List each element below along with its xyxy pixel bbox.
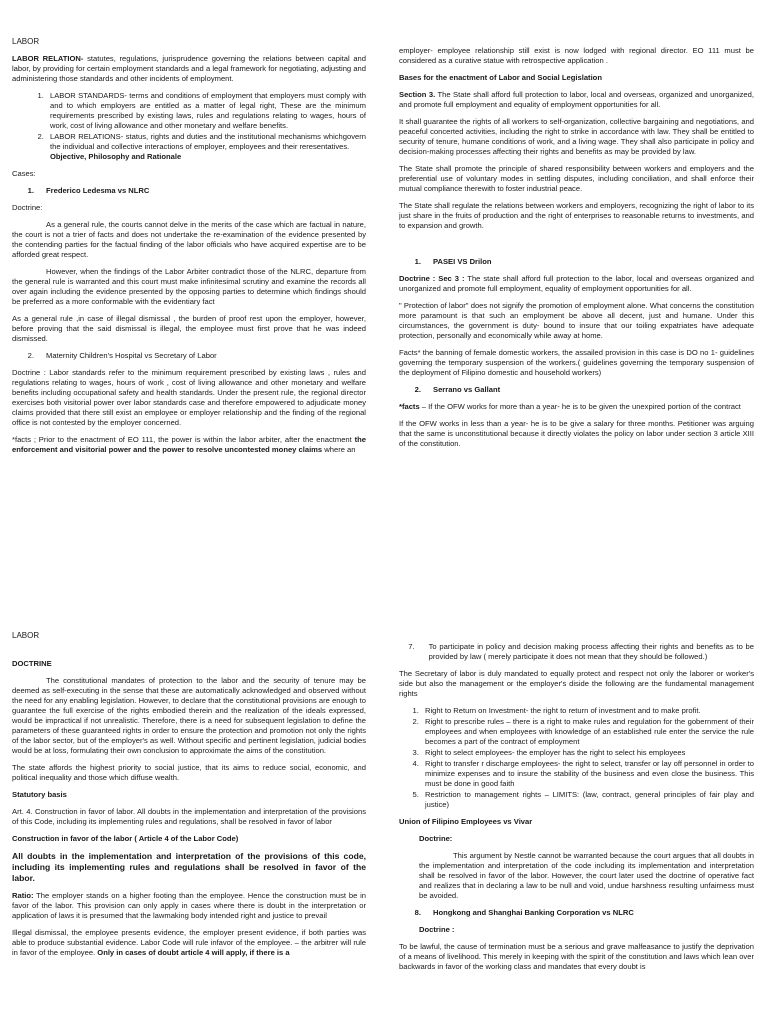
paragraph: The Secretary of labor is duly mandated to equally protect and respect not only the laborer or worker's side but also the management or the employer's diside the following are the fundamental management rights <box>399 669 754 698</box>
page-header: LABOR <box>12 631 40 640</box>
ratio-label: Ratio: <box>12 891 34 900</box>
paragraph: The State shall promote the principle of shared responsibility between workers and employers and the preferential use of voluntary modes in settling disputes, including conciliation, and shall enforce their mutual compliance therewith to foster industrial peace. <box>399 164 754 193</box>
paragraph: It shall guarantee the rights of all workers to self-organization, collective bargaining and negotiations, and peaceful concerted activities, including the right to strike in accordance with law. They shall be entitled to security of tenure, humane conditions of work, and a living wage. They shall also participate in policy and decision-making processes affecting their rights and benefits as may be provided by law. <box>399 117 754 156</box>
paragraph: To be lawful, the cause of termination must be a serious and grave malfeasance to justify the deprivation of a means of livelihood. This merely in keeping with the spirit of the constitution and laws which lean over backwards in favor of the working class and mandates that every doubt is <box>399 942 754 971</box>
paragraph: The constitutional mandates of protection to the labor and the security of tenure may be deemed as self-executing in the sense that these are automatically acknowledged and observed without the need for any enabling legislation. However, to declare that the constitutional provisions are enough to guarantee the full exercise of the rights embodied therein and the realization of the ideals expressed, would be impractical if not unrealistic. Therefore, there is a need for subsequent legislation to define the parameters of these guaranteed rights in order to ensure the protection and promotion not only the rights of the labor sector, but of the employer's as well. Without specific and pertinent legislation, judicial bodies would be at loss, formulating their own conclusion to approximate the aims of the constitution. <box>12 676 366 755</box>
section-heading: Construction in favor of the labor ( Article 4 of the Labor Code) <box>12 834 239 843</box>
doctrine-label: Doctrine : <box>419 925 455 934</box>
case-title <box>399 908 754 918</box>
text-run: *facts ; Prior to the enactment of EO 111, the power is within the labor arbiter, after the enactment <box>12 435 355 444</box>
doctrine-label: Doctrine: <box>12 203 43 212</box>
paragraph <box>12 891 366 921</box>
page2-right-column <box>399 642 754 979</box>
case-number: 1. <box>414 257 421 266</box>
item-text: To participate in policy and decision making process affecting their rights and benefits as to be provided by law ( merely participate it does not mean that they should be followed.) <box>428 642 754 661</box>
case-name: Frederico Ledesma vs NLRC <box>46 186 150 195</box>
paragraph <box>12 435 366 455</box>
bold-text-run: the enforcement and visitorial power and the power to resolve uncontested money claims <box>12 435 366 454</box>
case-number: 8. <box>414 908 421 917</box>
list-item: 1. LABOR STANDARDS- terms and conditions of employment that employers must comply with and to which employers are entitled as a matter of legal right, These are the minimum requirements prescribed by existing laws, rules and regulations relating to wages, hours of work, cost of living allowance and other monetary and welfare benefits. <box>46 91 366 131</box>
case-title <box>12 351 366 361</box>
case-name: Maternity Children's Hospital vs Secretary of Labor <box>46 351 217 360</box>
page1-right-column <box>399 46 754 456</box>
list-item: 5. Restriction to management rights – LIMITS: (law, contract, general principles of fair play and justice) <box>421 790 754 810</box>
case-number: 1. <box>27 186 34 195</box>
paragraph: The State shall regulate the relations between workers and employers, recognizing the right of labor to its just share in the fruits of production and the right of enterprises to reasonable returns to investments, and to expansion and growth. <box>399 201 754 230</box>
labor-definitions-list <box>12 91 366 152</box>
text-run: The State shall afford full protection to labor, local and overseas, organized and unorganized, and promote full employment and equality of employment opportunities for all. <box>399 90 754 109</box>
section-label: Section 3. <box>399 90 436 99</box>
document-page-2 <box>0 512 768 1024</box>
text-run: where an <box>322 445 356 454</box>
paragraph: As a general rule, the courts cannot delve in the merits of the case which are factual in nature, the court is not a trier of facts and does not undertake the re-examination of the evidence presented by the contending parties for the factual finding of the labor officials who have acquired expertise are to be afforded great respect. <box>12 220 366 259</box>
case-number: 2. <box>27 351 34 360</box>
list-item: 2. LABOR RELATIONS- status, rights and duties and the institutional mechanisms whichgovern the individual and collective interactions of employer, employees and their reresentatives. <box>46 132 366 152</box>
bold-text-run: Only in cases of doubt article 4 will apply, if there is a <box>97 948 290 957</box>
case-name: PASEI VS Drilon <box>433 257 492 266</box>
section-heading: Objective, Philosophy and Rationale <box>50 152 182 161</box>
case-title <box>12 186 366 196</box>
paragraph: The state affords the highest priority to social justice, that its aims to reduce social, economic, and political inequality and those which diffuse wealth. <box>12 763 366 782</box>
list-item <box>407 642 754 662</box>
section-heading: Bases for the enactment of Labor and Social Legislation <box>399 73 602 82</box>
paragraph: Facts* the banning of female domestic workers, the assailed provision in this case is DO no 1- guidelines governing the temporary suspension of the workers.( guidelines governing the temporary suspension of the deployment of Filipino domestic and household workers) <box>399 348 754 377</box>
doctrine-label: Doctrine: <box>419 834 453 843</box>
section-heading: DOCTRINE <box>12 659 52 668</box>
paragraph <box>12 928 366 958</box>
paragraph <box>399 274 754 294</box>
bold-paragraph: All doubts in the implementation and interpretation of the provisions of this code, including its implementing rules and regulations shall be resolved in favor of the labor. <box>12 851 366 883</box>
paragraph: Art. 4. Construction in favor of labor. All doubts in the implementation and interpretation of the provisions of this Code, including its implementing rules and regulations, shall be resolved in favor of labor <box>12 807 366 826</box>
list-item: 2. Right to prescribe rules – there is a right to make rules and regulation for the gobernment of their employees and when employees with knowledge of an established rule enter the service the rule becomes a part of the contract of employment <box>421 717 754 747</box>
case-title <box>399 257 754 267</box>
text-run: Illegal dismissal, the employee presents evidence, the employer present evidence, if both parties was able to produce substantial evidence. Labor Code will rule infavor of the employee. – the arbitrer will rule in favor of the employee. <box>12 928 366 957</box>
paragraph: employer- employee relationship still exist is now lodged with regional director. EO 111 must be considered as a curative statue with retrospective application . <box>399 46 754 65</box>
case-number: 2. <box>414 385 421 394</box>
case-title <box>399 385 754 395</box>
paragraph: However, when the findings of the Labor Arbiter contradict those of the NLRC, departure from the general rule is warranted and this court must make infinitesimal scrutiny and examine the records all over again including the evidence presented by the opposing parties to determine which findings should be preferred as a more conformable with the evidentiary fact <box>12 267 366 306</box>
page2-left-column <box>12 631 366 965</box>
paragraph: " Protection of labor" does not signify the promotion of employment alone. What concerns the constitution more paramount is that such an employment be above all decent, just and humane. Under this circumstances, the government is duty- bound to insure that our toiling expatriates have adequate protection, personally and economically while away at home. <box>399 301 754 340</box>
list-item: 3. Right to select employees- the employer has the right to select his employees <box>421 748 754 758</box>
section-heading: Union of Filipino Employees vs Vivar <box>399 817 533 826</box>
management-rights-list <box>399 706 754 810</box>
text-run: The employer stands on a higher footing than the employee. Hence the construction must be in favor of the labor. This provision can only apply in cases where there is doubt in the interpretation or application of laws it is presumed that the lawmaking body intended right and justice to prevail <box>12 891 366 920</box>
intro-text: statutes, regulations, jurisprudence governing the relations between capital and labor, by providing for certain employment standards and a legal framework for negotiating, adjusting and administering those standards and other incidents of employment. <box>12 54 366 83</box>
paragraph <box>399 402 754 412</box>
intro-term: LABOR RELATION- <box>12 54 84 63</box>
list-item: 1. Right to Return on Investment- the right to return of investment and to make profit. <box>421 706 754 716</box>
text-run: The state shall afford full protection to the labor, local and overseas organized and unorganized and promote full employment, equality of employment opportunities for all. <box>399 274 754 293</box>
list-item: 4. Right to transfer r discharge employees- the right to select, transfer or lay off personnel in order to minimize expenses and to insure the stability of the business and even close the business. This must be done in good faith <box>421 759 754 789</box>
facts-label: *facts <box>399 402 420 411</box>
paragraph: As a general rule ,in case of illegal dismissal , the burden of proof rest upon the employer, however, before proving that the said dismissal is illegal, the employee must first prove that he was indeed dismissed. <box>12 314 366 343</box>
item-number: 7. <box>408 642 415 651</box>
doctrine-label: Doctrine : Sec 3 : <box>399 274 465 283</box>
paragraph: This argument by Nestle cannot be warranted because the court argues that all doubts in the implementation and interpretation of the code including its implementation and interpretation shall be resolved in favor of the labor. However, the court later used the doctrine of operative fact and realizes that in declaring a law to be null and void, undue harshness resulting unfairness must be avoided. <box>419 851 754 900</box>
page-header: LABOR <box>12 37 40 46</box>
section-heading: Statutory basis <box>12 790 67 799</box>
paragraph <box>399 90 754 110</box>
text-run: – If the OFW works for more than a year- he is to be given the unexpired portion of the contract <box>419 402 741 411</box>
page1-left-column <box>12 37 366 462</box>
cases-label: Cases: <box>12 169 36 178</box>
case-name: Serrano vs Gallant <box>433 385 501 394</box>
paragraph: If the OFW works in less than a year- he is to be give a salary for three months. Petitioner was arguing that the same is unconstitutional because it directly violates the policy on labor under section 3 article XIII of the constitution. <box>399 419 754 448</box>
intro-paragraph <box>12 54 366 84</box>
paragraph: Doctrine : Labor standards refer to the minimum requirement prescribed by existing laws , rules and regulations relating to wages, hours of work , cost of living allowance and other monetary and welfare benefits including occupational safety and health standards. Under the present rule, the regional director exercises both visitorial power over labor standards case and therefore empowered to adjudicate money claims provided that there still exist an employee or employer relationship and the finding of the regional office is not contested by the employer concerned. <box>12 368 366 427</box>
case-name: Hongkong and Shanghai Banking Corporation vs NLRC <box>433 908 634 917</box>
